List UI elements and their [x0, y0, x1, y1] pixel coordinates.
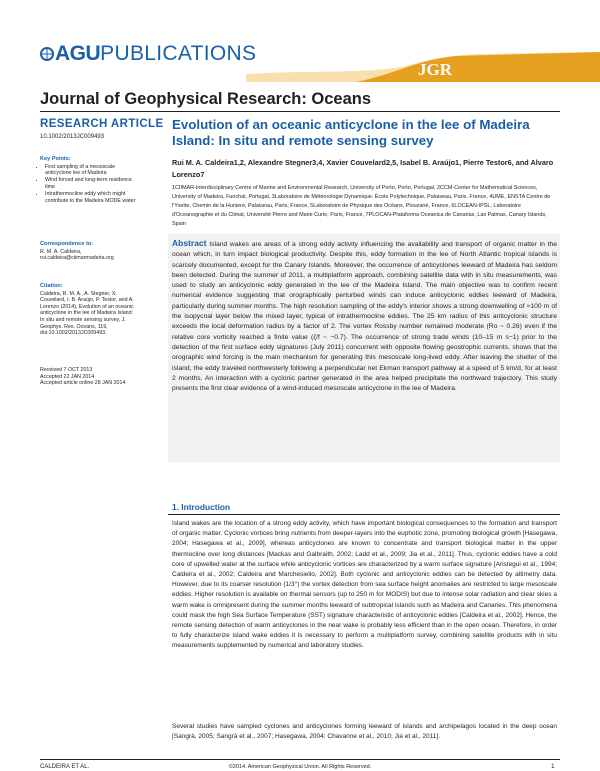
abstract	[172, 238, 557, 394]
logo-publications-text: PUBLICATIONS	[100, 42, 257, 65]
section-heading-introduction: 1. Introduction	[172, 502, 231, 512]
intro-paragraph-2: Several studies have sampled cyclones and anticyclones forming leeward of islands and archipelagos located in the deep ocean [Sangrà, 2005; Sangrà et al., 2007; Hasegawa, 2004; Chavanne et al., 2010; Jia et al., 2011].	[172, 723, 557, 741]
section-divider	[168, 514, 560, 515]
key-point: • First sampling of a mesoscale anticyclone lee of Madeira	[45, 164, 136, 177]
affiliations: 1CIIMAR-Interdisciplinary Centre of Marine and Environmental Research, University of Porto, Porto, Portugal, 2CCM-Center for Mathematical Sciences, University of Madeira, Funchal, Portugal, 3Laboratoire de Météorologie Dynamique, École Polytechnique, Palaiseau, Paris, France, 4UME, ENSTA Centre de l'Yvette, Chemin de la Huniere, Palaiseau, Paris, France, 5Laboratoire de Physique des Océans, Plouzané, France, 6LOCEAN-IPSL, Laboratoire d'Oceanographie et du Climat, Université Pierre and Marie Curie, Paris, France, 7PLOCAN-Plataforma Oceanica de Canarias, Las Palmas, Canary Islands, Spain	[172, 185, 551, 227]
accepted-date: Accepted 22 JAN 2014	[40, 373, 95, 380]
footer-running-head: CALDEIRA ET AL.	[40, 764, 90, 770]
key-points-list	[40, 164, 136, 205]
key-points-heading: Key Points:	[40, 156, 71, 162]
abstract-label: Abstract	[172, 238, 207, 248]
page-number: 1	[551, 763, 555, 770]
abstract-text: Island wakes are areas of a strong eddy activity influencing the availability and transport of organic matter in the ocean which, in turn impact biological productivity. Despite this, eddy formation in the lee of North Atlantic tropical islands is scarcely documented, except for the Canary Islands. Moreover, the occurrence of anticyclones leeward of Madeira has seldom been detected. During the summer of 2011, a multiplatform approach, combining satellite data with in situ measurements, was used to study an anticyclonic eddy generated in the lee of the Madeira Island. The main objective was to confirm recent numerical evidence suggesting that orographically perturbed winds can induce anticyclonic eddies leeward of Madeira, particularly during summer months. The high resolution sampling of the eddy's interior shows a strong downwelling of ≈100 m of the isopycnal layer below the mixed layer, typical of intrathermocline eddies. The 25 km radius of this anticyclonic structure exceeds the local deformation radius by a factor of 2. The vortex Rossby number remained moderate (Ro ~ 0.26) even if the relative core vorticity reached a finite value (ζ/f ~ −0.7). The occurrence of strong trade winds (10–15 m s−1) prior to the detection of the first surface eddy signatures (July 2011) concurrent with opposite flowing geostrophic currents, shows that the orographic wind forcing is the main mechanism for generating this mesoscale long-lived eddy. After leaving the shelter of the island, the eddy traveled northwesterly following a perpendicular net Ekman transport pathway at a speed of 5 km/d, for at least 2 months. An interaction with a cyclonic partner generated in the area helped precipitate the northward trajectory. This study presents the first clear evidence of a wind-induced mesoscale anticyclone in the lee of Madeira.	[172, 241, 557, 393]
citation-text: Caldeira, R. M. A., A. Stegner, X. Couvelard, I. B. Araújo, P. Testor, and A. Lorenzo (2014), Evolution of an oceanic anticyclone in the lee of Madeira Island: In situ and remote sensing survey, J. Geophys. Res. Oceans, 119, doi:10.1002/2013JC009493.	[40, 290, 134, 337]
agu-publications-logo	[40, 44, 256, 64]
footer-divider	[40, 759, 560, 760]
article-doi[interactable]: 10.1002/2013JC009493	[40, 134, 105, 140]
intro-paragraph-1: Island wakes are the location of a strong eddy activity, which have important biological consequences to the formation and transport of organic matter. Cyclonic vortices bring nutrients from deeper-layers into the euphotic zone, promoting biological growth [Hasegawa, 2004; Hasegawa et al., 2009], whereas anticyclones are known to concentrate and transport biological matter in the upper thermocline over long distances [Mackas and Galbraith, 2002; Ladd et al., 2009; Jia et al., 2011]. Thus, cyclonic eddies have a cold core of upwelled water at the surface while anticyclonic vortices are characterized by a warm surface signature [Aristegui et al., 1994; Caldeira et al., 2002; Caldeira and Marchesiello, 2002]. Both cyclonic and anticyclonic eddies can be detected by altimetry data. However, due to its coarser resolution (1/3°) the vortex detection from sea surface height anomalies are restricted to large mesoscale eddies. Higher resolution is available on thermal sensors (up to 250 m for MODIS) but due to intense solar radiation and clear skies a warm wake is omnipresent during the summer months leeward of subtropical islands such as Madeira and Canaries. This phenomena could mask the high Sea Surface Temperature (SST) signature characteristic of anticyclonic eddies [Caldeira et al., 2002]. Hence, the remote sensing detection of warm anticyclones in the near wake is probably less efficient than in the open ocean. Therefore, in order to fully characterize island wake eddies it is necessary to perform a multiplatform survey, combining satellite products with in situ measurements supplemented by numerical and laboratory studies.	[172, 520, 558, 650]
header-divider	[40, 111, 560, 112]
key-points-section	[40, 156, 136, 205]
correspondence-email[interactable]: rui.caldeira@ciimarmadeira.org	[40, 255, 114, 262]
accepted-online-date: Accepted article online 28 JAN 2014	[40, 380, 126, 387]
key-point: • Intrathermocline eddy which might contribute to the Madeira MODE water	[45, 191, 136, 204]
journal-title: Journal of Geophysical Research: Oceans	[40, 90, 372, 108]
article-title: Evolution of an oceanic anticyclone in the lee of Madeira Island: In situ and remote sensing survey	[172, 117, 530, 148]
correspondence-name: R. M. A. Caldeira,	[40, 248, 82, 255]
footer-copyright: ©2014. American Geophysical Union. All Rights Reserved.	[228, 764, 372, 770]
dates-section	[40, 367, 136, 387]
jgr-banner	[246, 52, 600, 82]
logo-agu-text: AGU	[55, 42, 101, 65]
received-date: Received 7 OCT 2013	[40, 367, 93, 373]
correspondence-heading: Correspondence to:	[40, 241, 94, 247]
jgr-banner-text: JGR	[418, 60, 452, 79]
correspondence-section	[40, 241, 136, 262]
agu-globe-icon	[40, 47, 54, 61]
author-list: Rui M. A. Caldeira1,2, Alexandre Stegner3,4, Xavier Couvelard2,5, Isabel B. Araújo1, Pierre Testor6, and Alvaro Lorenzo7	[172, 158, 554, 179]
key-point: • Wind forced and long-term residence time	[45, 177, 136, 190]
article-type-label: RESEARCH ARTICLE	[40, 118, 164, 130]
citation-heading: Citation:	[40, 283, 63, 289]
citation-section	[40, 283, 136, 337]
